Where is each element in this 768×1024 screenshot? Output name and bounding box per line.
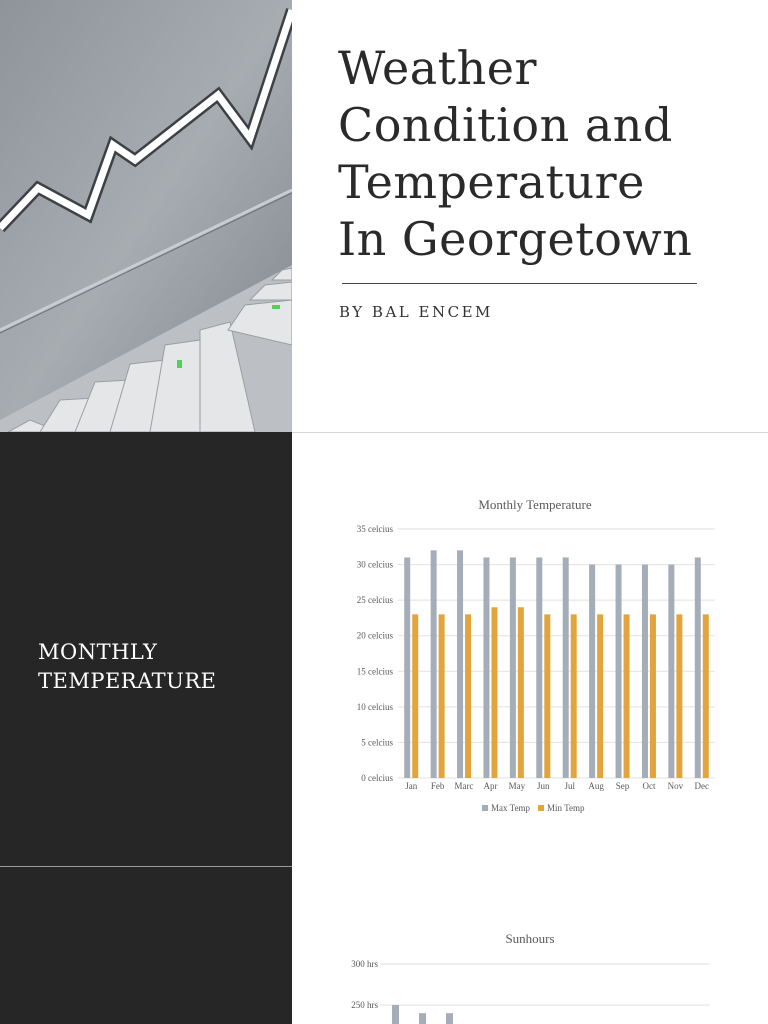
y-tick-label: 35 celcius bbox=[356, 524, 393, 534]
y-tick-label: 20 celcius bbox=[356, 630, 393, 641]
bar-min-temp bbox=[571, 614, 577, 778]
chart-title: Monthly Temperature bbox=[478, 497, 592, 512]
section-heading bbox=[38, 638, 216, 696]
bar-min-temp bbox=[412, 614, 418, 778]
legend-label: Max Temp bbox=[491, 803, 530, 813]
y-tick-label: 10 celcius bbox=[356, 701, 393, 712]
x-tick-label: Feb bbox=[430, 781, 445, 791]
y-tick-label: 5 celcius bbox=[361, 737, 393, 748]
cover-title-block bbox=[338, 40, 728, 268]
bar-min-temp bbox=[597, 614, 603, 778]
x-tick-label: Aug bbox=[588, 781, 604, 791]
x-tick-label: Sep bbox=[615, 781, 630, 791]
bar-max-temp bbox=[616, 565, 622, 778]
bar-max-temp bbox=[563, 557, 569, 778]
bar-max-temp bbox=[668, 565, 674, 778]
x-tick-label: Jan bbox=[405, 781, 418, 791]
x-tick-label: Apr bbox=[483, 781, 498, 791]
x-tick-label: Dec bbox=[694, 781, 710, 791]
bar-max-temp bbox=[536, 557, 542, 778]
y-tick-label: 15 celcius bbox=[356, 666, 393, 677]
bar-max-temp bbox=[431, 550, 437, 778]
bar-max-temp bbox=[483, 557, 489, 778]
section-heading-line: TEMPERATURE bbox=[38, 669, 217, 693]
bar-max-temp bbox=[404, 557, 410, 778]
x-tick-label: Jul bbox=[564, 781, 575, 791]
x-tick-label: Nov bbox=[667, 781, 684, 791]
x-tick-label: Oct bbox=[642, 781, 656, 791]
bar-min-temp bbox=[544, 614, 550, 778]
chart-title: Sunhours bbox=[505, 931, 555, 946]
bar-min-temp bbox=[518, 607, 524, 778]
title-line: Weather bbox=[338, 41, 537, 95]
bar-min-temp bbox=[650, 614, 656, 778]
bar-sunhours bbox=[392, 1005, 399, 1024]
section-heading-line: MONTHLY bbox=[38, 640, 158, 664]
y-tick-label: 250 hrs bbox=[351, 1000, 378, 1010]
title-line: In Georgetown bbox=[338, 212, 693, 266]
author-byline: BY BAL ENCEM bbox=[339, 303, 493, 321]
x-tick-label: May bbox=[508, 781, 526, 791]
bar-max-temp bbox=[510, 557, 516, 778]
bar-min-temp bbox=[676, 614, 682, 778]
title-divider bbox=[342, 283, 697, 284]
legend-swatch bbox=[482, 805, 488, 811]
document-title bbox=[338, 40, 728, 268]
bar-max-temp bbox=[642, 565, 648, 778]
legend-swatch bbox=[538, 805, 544, 811]
title-line: Temperature bbox=[338, 155, 645, 209]
legend-label: Min Temp bbox=[547, 803, 585, 813]
y-tick-label: 30 celcius bbox=[356, 559, 393, 570]
y-tick-label: 300 hrs bbox=[351, 959, 378, 969]
bar-sunhours bbox=[446, 1013, 453, 1024]
bar-min-temp bbox=[624, 614, 630, 778]
bar-max-temp bbox=[695, 557, 701, 778]
bar-sunhours bbox=[419, 1013, 426, 1024]
cover-photo bbox=[0, 0, 292, 432]
bar-max-temp bbox=[589, 565, 595, 778]
stairs-chart-image bbox=[0, 0, 292, 432]
title-line: Condition and bbox=[338, 98, 673, 152]
bar-max-temp bbox=[457, 550, 463, 778]
bar-min-temp bbox=[439, 614, 445, 778]
section-panel-lower bbox=[0, 867, 292, 1024]
bar-min-temp bbox=[465, 614, 471, 778]
bar-min-temp bbox=[491, 607, 497, 778]
x-tick-label: Marc bbox=[454, 781, 474, 791]
y-tick-label: 0 celcius bbox=[361, 773, 393, 783]
x-tick-label: Jun bbox=[537, 781, 550, 791]
sunhours-chart bbox=[292, 867, 768, 1024]
monthly-temperature-chart bbox=[292, 433, 768, 866]
bar-min-temp bbox=[703, 614, 709, 778]
y-tick-label: 25 celcius bbox=[356, 595, 393, 606]
